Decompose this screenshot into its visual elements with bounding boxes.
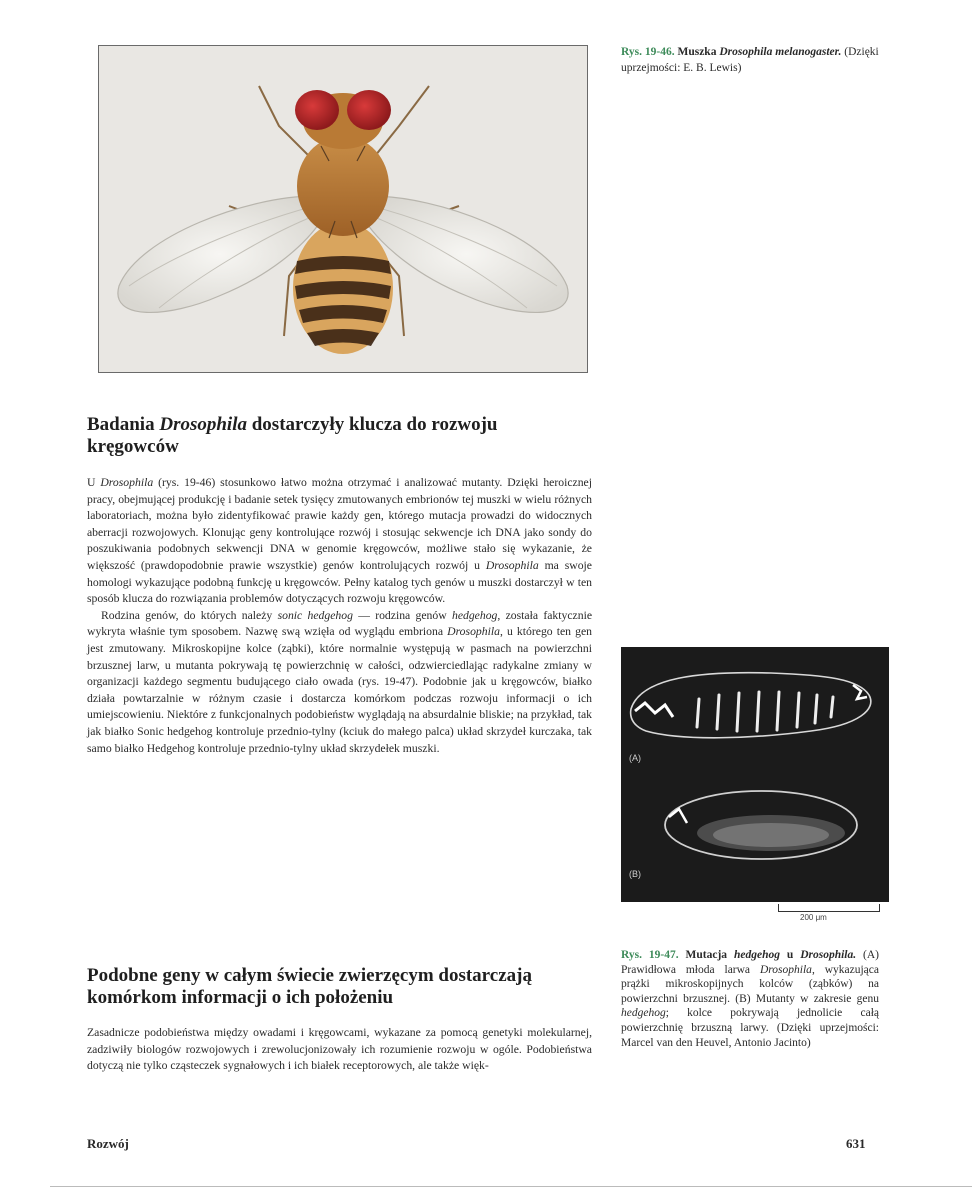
panel-b-label: (B)	[629, 869, 641, 879]
caption-label: Rys. 19-46.	[621, 46, 675, 58]
species-name: Drosophila	[447, 625, 500, 639]
drosophila-fly-illustration	[99, 46, 587, 372]
heading-species: Drosophila	[159, 414, 247, 435]
caption-title: u	[779, 949, 801, 961]
text-run: — rodzina genów	[352, 608, 452, 622]
figure-19-47-caption	[621, 948, 879, 1050]
gene-name: hedgehog	[451, 608, 498, 622]
caption-gene: hedgehog	[733, 949, 780, 961]
page-edge-rule	[50, 1186, 972, 1187]
figure-hedgehog-micrographs	[621, 647, 889, 902]
text-run: Rodzina genów, do których należy	[101, 608, 278, 622]
paragraph	[87, 608, 592, 757]
heading-text-end: dostarczyły klucza do rozwoju kręgowców	[87, 414, 498, 457]
page-number: 631	[846, 1136, 866, 1151]
fly-right-eye	[347, 90, 391, 130]
caption-label: Rys. 19-47.	[621, 949, 679, 961]
section-heading-drosophila	[87, 414, 517, 458]
caption-title-species: Drosophila melanogaster.	[719, 46, 842, 58]
text-run: (rys. 19-46) stosunkowo łatwo można otrzymać i analizować mutanty. Dzięki heroicznej pracy, obejmującej produkcję i badanie setek tysięcy zmutowanych embrionów tej muszki w wielu różnych laboratoriach, można było zidentyfikować prawie każdy gen, którego mutacja prowadzi do widocznych aberracji rozwojowych. Klonując geny kontrolujące rozwój i stosując sekwencje ich DNA jako sondy do poszukiwania podobnych sekwencji DNA w genomie kręgowców, możliwe stało się wykazanie, że większość (prawdopodobnie prawie wszystkie) genów kontrolujących rozwój u	[87, 476, 592, 572]
caption-text: ; kolce pokrywają jednolicie całą powierzchnię brzuszną larwy. (Dzięki uprzejmości: Marcel van den Heuvel, Antonio Jacinto)	[621, 1007, 879, 1049]
caption-species: Drosophila.	[800, 949, 857, 961]
text-run: U	[87, 476, 101, 489]
figure-drosophila-photo	[98, 45, 588, 373]
caption-gene: hedgehog	[621, 1007, 666, 1020]
figure-19-46-caption	[621, 44, 896, 76]
right-wing	[365, 196, 568, 312]
text-run: ma swoje homologi wykazujące podobną funkcję u kręgowców. Pełny katalog tych genów u muszki dostarczył w ten sposób klucza do rozwiązania problemów dotyczących rozwoju kręgowców.	[87, 558, 592, 606]
panel-a-label: (A)	[629, 753, 641, 763]
caption-credit: (Dzięki uprzejmości: E. B. Lewis)	[621, 46, 879, 74]
scale-bar	[778, 904, 880, 912]
scale-bar-label: 200 μm	[800, 913, 827, 922]
caption-title: Muszka	[677, 46, 720, 58]
caption-text: , wykazująca prążki mikroskopijnych kolców (ząbków) na powierzchni brzusznej. (B) Mutanty w zakresie genu	[621, 963, 879, 1005]
fly-thorax	[297, 136, 389, 236]
species-name: Drosophila	[100, 476, 154, 489]
caption-title: Mutacja	[685, 949, 734, 961]
chapter-footer: Rozwój	[87, 1136, 129, 1151]
section-heading-similar-genes: Podobne geny w całym świecie zwierzęcym dostarczają komórkom informacji o ich położeniu	[87, 965, 532, 1008]
text-run: , u którego ten gen jest zmutowany. Mikroskopijne kolce (ząbki), które normalnie występują w pasmach na powierzchni brzusznej larw, u mutanta pokrywają tę powierzchnię w całości, odzwierciedlając radykalne zmiany w organizacji każdego segmentu budującego ciało owada (rys. 19-47). Podobnie jak u kręgowców, białko działa powtarzalnie w różnym czasie i dostarcza komórkom podczas rozwoju informacji o ich umiejscowieniu. Niektóre z funkcjonalnych podobieństw wyglądają na absurdalnie bliskie; na przykład, tak jak białko Sonic hedgehog kontroluje przednio-tylny (kciuk do małego palca) układ skrzydeł kurczaka, tak samo białko Hedgehog kontroluje przednio-tylny układ skrzydełek muszki.	[87, 625, 593, 755]
fly-left-eye	[295, 90, 339, 130]
species-name: Drosophila	[485, 558, 539, 572]
gene-name: sonic hedgehog	[277, 608, 353, 622]
left-wing	[118, 196, 321, 312]
section2-body: Zasadnicze podobieństwa między owadami i kręgowcami, wykazane za pomocą genetyki molekularnej, zadziwiły biologów rozwojowych i zrewolucjonizowały ich rozumienie rozwoju w ogóle. Podobieństwa dotyczą nie tylko cząsteczek sygnałowych i ich białek receptorowych, ale także więk-	[87, 1026, 592, 1073]
paragraph	[87, 475, 592, 608]
text-run: , została faktycznie wykryta właśnie tym sposobem. Nazwę swą wzięła od wyglądu embriona	[87, 608, 593, 639]
caption-text: (A) Prawidłowa młoda larwa	[621, 949, 880, 976]
section1-body	[87, 475, 592, 757]
heading-text: Badania	[87, 414, 160, 435]
caption-species: Drosophila	[759, 963, 812, 976]
larva-micrographs	[621, 647, 889, 902]
